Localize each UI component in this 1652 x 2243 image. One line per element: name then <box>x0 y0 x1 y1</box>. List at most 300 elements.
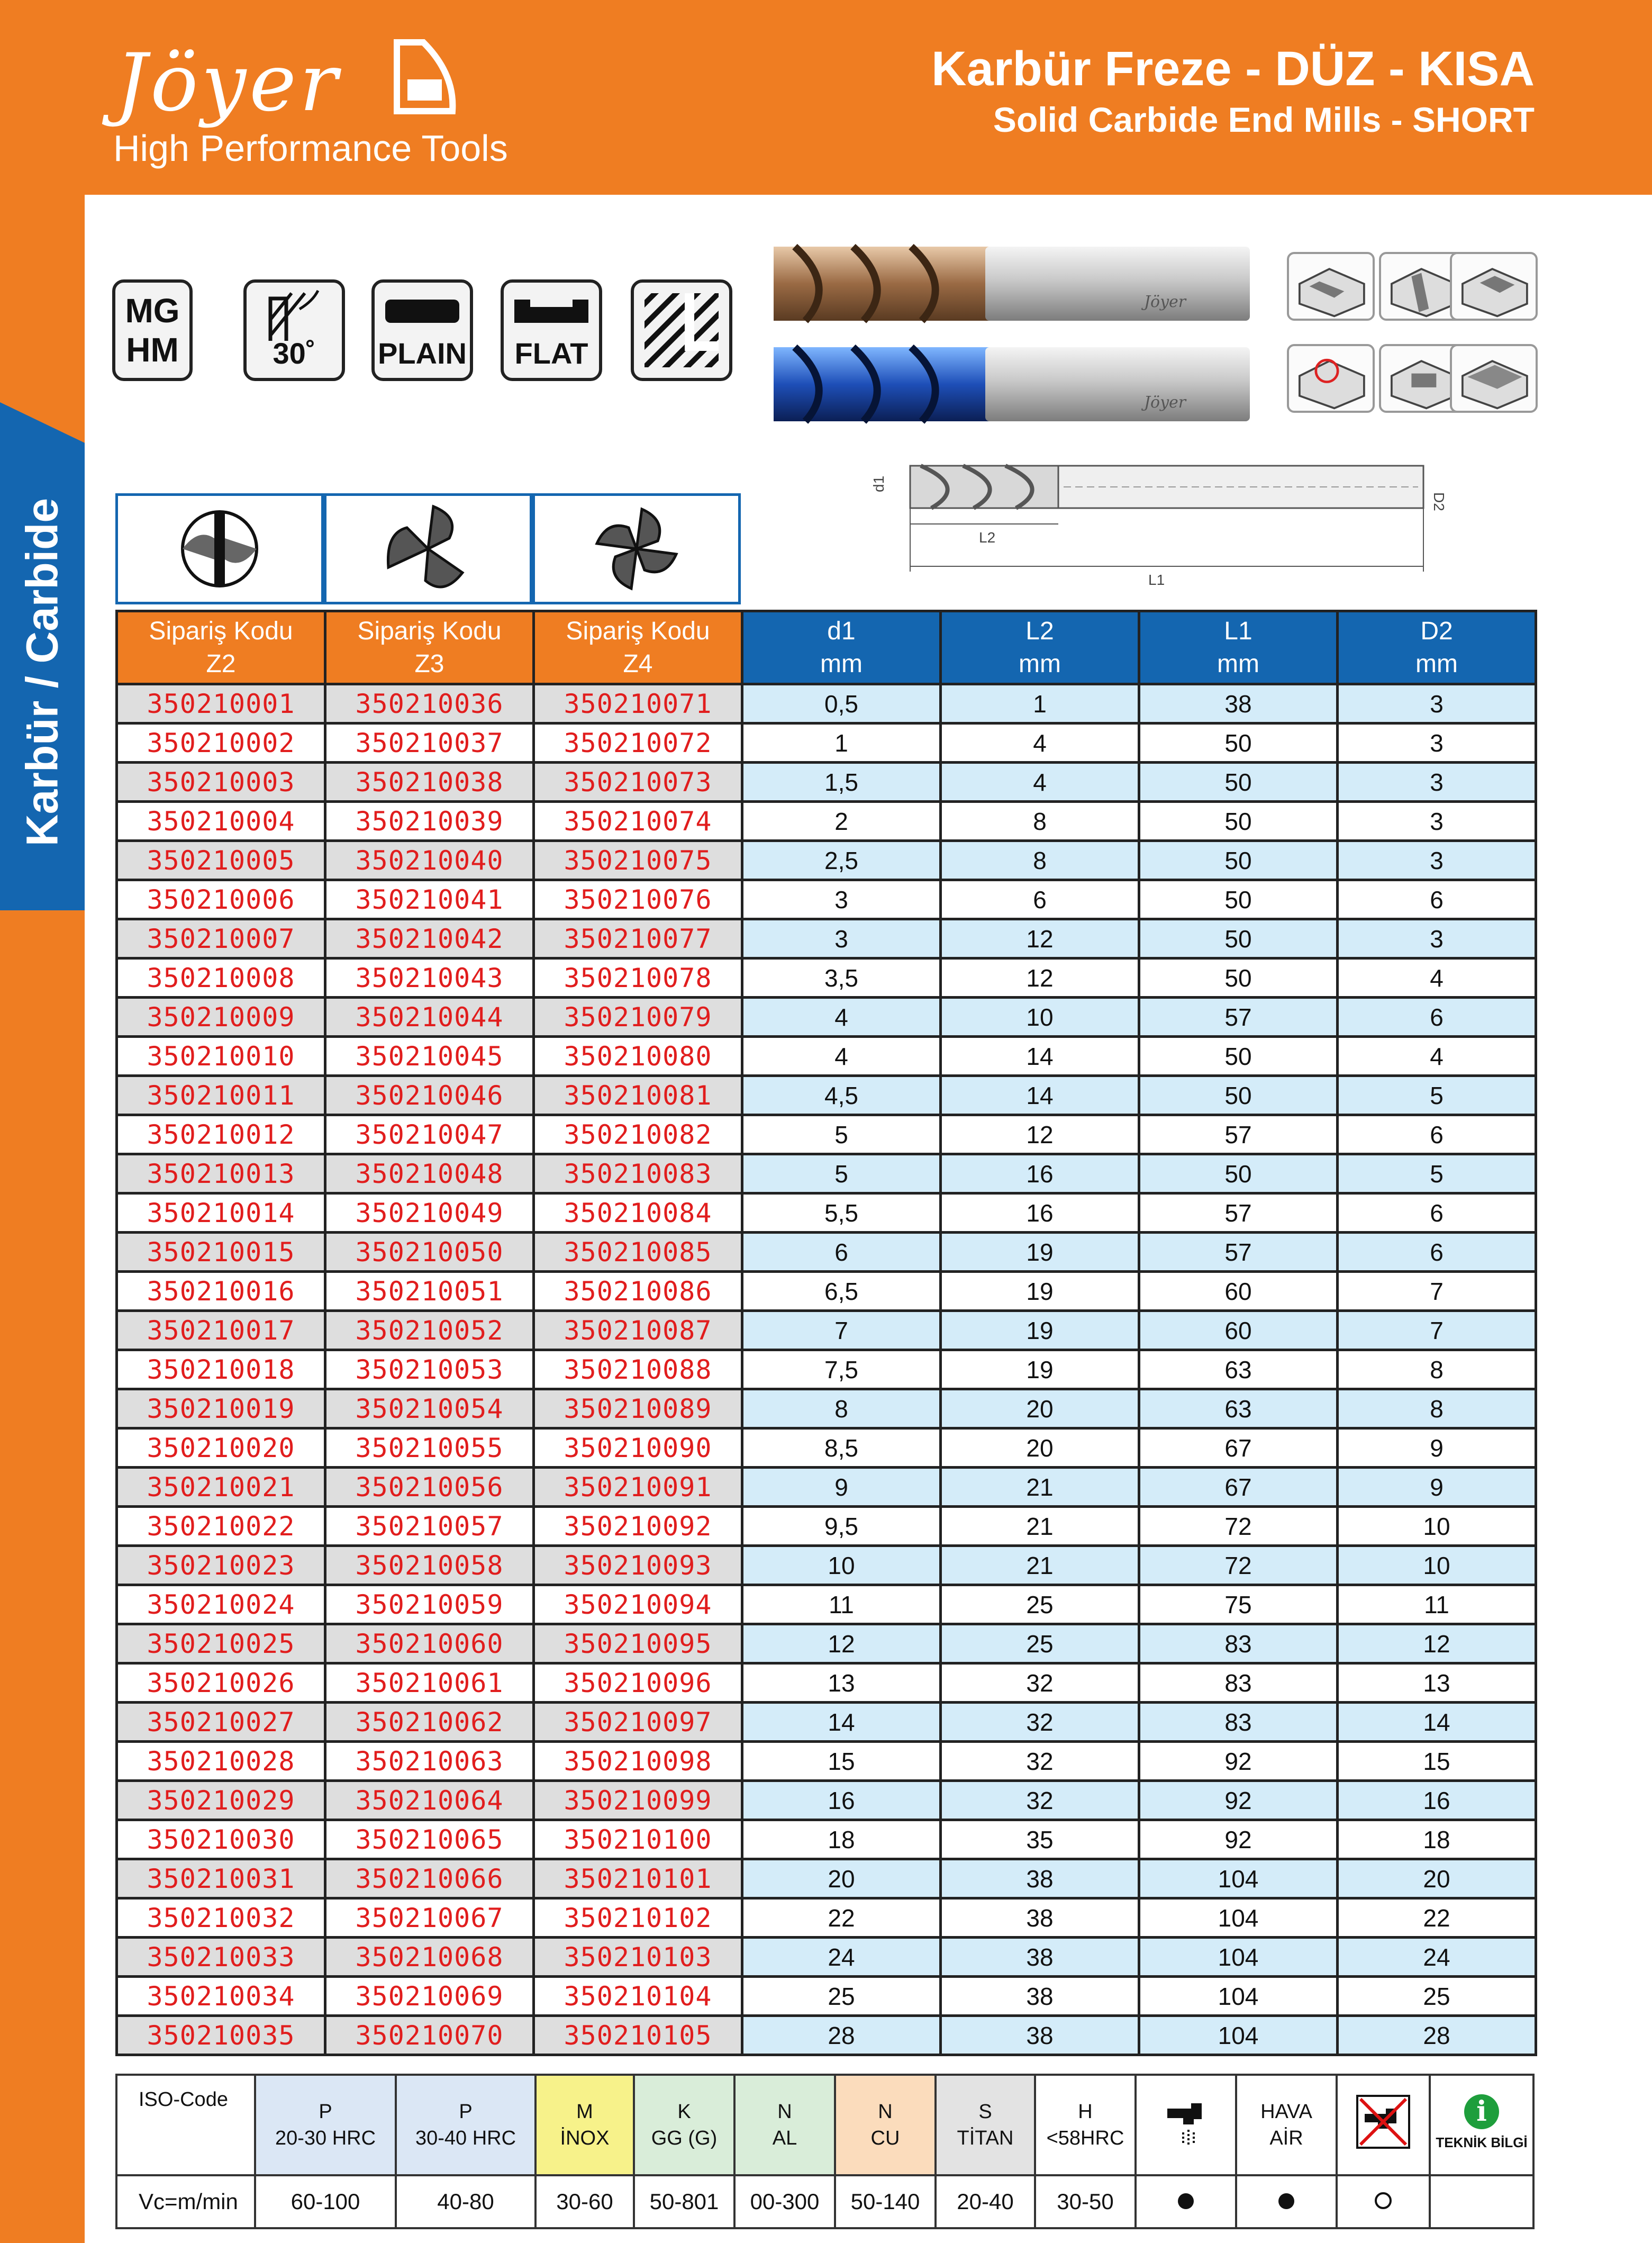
table-row <box>117 1977 1536 2016</box>
l1-cell: 50 <box>1139 1154 1338 1193</box>
iso-material-cell: P 30-40 HRC <box>396 2075 535 2175</box>
iso-code-label: ISO-Code <box>116 2075 255 2175</box>
l2-cell: 21 <box>941 1468 1139 1507</box>
order-code-z4: 350210079 <box>534 998 742 1037</box>
header-l2: L2 mm <box>941 611 1139 684</box>
order-code-z3: 350210050 <box>325 1233 534 1272</box>
table-row <box>117 763 1536 802</box>
vc-value-cell: 30-60 <box>535 2175 634 2228</box>
l1-cell: 50 <box>1139 958 1338 998</box>
d2-cell: 3 <box>1338 763 1536 802</box>
page-header <box>0 0 1652 195</box>
brand-subtitle: High Performance Tools <box>113 128 508 169</box>
l1-cell: 72 <box>1139 1507 1338 1546</box>
order-code-z3: 350210048 <box>325 1154 534 1193</box>
order-code-z4: 350210078 <box>534 958 742 998</box>
order-code-z4: 350210086 <box>534 1272 742 1311</box>
l2-cell: 38 <box>941 1859 1139 1898</box>
table-row <box>117 919 1536 958</box>
table-row <box>117 2016 1536 2055</box>
d2-cell: 6 <box>1338 1233 1536 1272</box>
order-code-z3: 350210044 <box>325 998 534 1037</box>
flute-z2-box <box>115 493 324 604</box>
table-row <box>117 1742 1536 1781</box>
l2-cell: 6 <box>941 880 1139 919</box>
l1-cell: 67 <box>1139 1428 1338 1468</box>
order-code-z2: 350210032 <box>117 1898 325 1938</box>
order-code-z2: 350210022 <box>117 1507 325 1546</box>
header-l1: L1 mm <box>1139 611 1338 684</box>
l2-cell: 12 <box>941 919 1139 958</box>
order-code-z2: 350210024 <box>117 1585 325 1624</box>
order-code-z3: 350210037 <box>325 723 534 763</box>
d2-cell: 4 <box>1338 958 1536 998</box>
table-row <box>117 1428 1536 1468</box>
tool-dimension-drawing <box>863 455 1447 593</box>
order-code-z3: 350210056 <box>325 1468 534 1507</box>
order-code-z4: 350210081 <box>534 1076 742 1115</box>
order-code-z4: 350210080 <box>534 1037 742 1076</box>
brand-mark-icon <box>386 37 460 116</box>
no-coolant-icon <box>1354 2093 1412 2151</box>
d1-cell: 6 <box>742 1233 941 1272</box>
d2-cell: 13 <box>1338 1663 1536 1703</box>
order-code-z2: 350210005 <box>117 841 325 880</box>
d2-cell: 3 <box>1338 802 1536 841</box>
order-code-z2: 350210001 <box>117 684 325 723</box>
vc-value-cell: 00-300 <box>734 2175 835 2228</box>
iso-material-cell: P 20-30 HRC <box>255 2075 396 2175</box>
order-code-z2: 350210014 <box>117 1193 325 1233</box>
order-code-z3: 350210065 <box>325 1820 534 1859</box>
d1-cell: 22 <box>742 1898 941 1938</box>
order-code-z3: 350210063 <box>325 1742 534 1781</box>
d2-cell: 22 <box>1338 1898 1536 1938</box>
order-code-z3: 350210067 <box>325 1898 534 1938</box>
table-row <box>117 1585 1536 1624</box>
l2-cell: 16 <box>941 1154 1139 1193</box>
order-code-z2: 350210019 <box>117 1389 325 1428</box>
l2-cell: 38 <box>941 1938 1139 1977</box>
order-code-z4: 350210071 <box>534 684 742 723</box>
dim-d1-label: d1 <box>870 475 887 492</box>
table-row <box>117 1781 1536 1820</box>
d1-cell: 11 <box>742 1585 941 1624</box>
order-code-z4: 350210093 <box>534 1546 742 1585</box>
l1-cell: 50 <box>1139 763 1338 802</box>
order-code-z3: 350210043 <box>325 958 534 998</box>
flute-z3-box <box>324 493 532 604</box>
d1-cell: 4 <box>742 1037 941 1076</box>
l1-cell: 92 <box>1139 1781 1338 1820</box>
order-code-z2: 350210030 <box>117 1820 325 1859</box>
order-code-z4: 350210091 <box>534 1468 742 1507</box>
d1-cell: 25 <box>742 1977 941 2016</box>
app-helical-icon <box>1287 344 1375 413</box>
l2-cell: 14 <box>941 1037 1139 1076</box>
d1-cell: 12 <box>742 1624 941 1663</box>
vc-value-cell: 30-50 <box>1035 2175 1136 2228</box>
order-code-z3: 350210036 <box>325 684 534 723</box>
d2-cell: 24 <box>1338 1938 1536 1977</box>
app-slot-icon <box>1287 252 1375 321</box>
l2-cell: 10 <box>941 998 1139 1037</box>
l2-cell: 12 <box>941 958 1139 998</box>
material-hm-text: HM <box>126 331 179 369</box>
l1-cell: 92 <box>1139 1820 1338 1859</box>
d1-cell: 2,5 <box>742 841 941 880</box>
d1-cell: 14 <box>742 1703 941 1742</box>
l2-cell: 32 <box>941 1703 1139 1742</box>
order-code-z4: 350210101 <box>534 1859 742 1898</box>
order-code-z3: 350210047 <box>325 1115 534 1154</box>
order-code-z4: 350210099 <box>534 1781 742 1820</box>
d2-cell: 8 <box>1338 1389 1536 1428</box>
order-code-z3: 350210038 <box>325 763 534 802</box>
l2-cell: 32 <box>941 1781 1139 1820</box>
coolant-tap-icon <box>1162 2093 1210 2151</box>
app-surface-icon <box>1450 344 1538 413</box>
order-code-z3: 350210066 <box>325 1859 534 1898</box>
l1-cell: 63 <box>1139 1389 1338 1428</box>
order-code-z2: 350210025 <box>117 1624 325 1663</box>
vc-value-cell: 50-801 <box>634 2175 734 2228</box>
coating-badge <box>631 279 732 381</box>
table-row <box>117 1233 1536 1272</box>
table-row <box>117 1898 1536 1938</box>
d1-cell: 3 <box>742 919 941 958</box>
d2-cell: 20 <box>1338 1859 1536 1898</box>
d2-cell: 5 <box>1338 1076 1536 1115</box>
order-code-z2: 350210033 <box>117 1938 325 1977</box>
l1-cell: 50 <box>1139 841 1338 880</box>
shank-flat-label: FLAT <box>514 337 588 370</box>
l2-cell: 19 <box>941 1272 1139 1311</box>
order-code-z2: 350210021 <box>117 1468 325 1507</box>
order-code-z2: 350210008 <box>117 958 325 998</box>
l2-cell: 38 <box>941 1977 1139 2016</box>
l1-cell: 57 <box>1139 1115 1338 1154</box>
table-header-row <box>117 611 1536 684</box>
order-code-z2: 350210006 <box>117 880 325 919</box>
l1-cell: 104 <box>1139 1898 1338 1938</box>
two-flute-icon <box>118 496 321 602</box>
order-code-z3: 350210041 <box>325 880 534 919</box>
d2-cell: 12 <box>1338 1624 1536 1663</box>
order-code-z2: 350210010 <box>117 1037 325 1076</box>
d1-cell: 2 <box>742 802 941 841</box>
order-code-z4: 350210088 <box>534 1350 742 1389</box>
d1-cell: 3,5 <box>742 958 941 998</box>
iso-material-cell: N CU <box>835 2075 936 2175</box>
d2-cell: 15 <box>1338 1742 1536 1781</box>
order-code-z2: 350210027 <box>117 1703 325 1742</box>
d2-cell: 9 <box>1338 1468 1536 1507</box>
order-code-z4: 350210096 <box>534 1663 742 1703</box>
l2-cell: 38 <box>941 2016 1139 2055</box>
shank-flat-icon <box>509 294 594 331</box>
order-code-z3: 350210042 <box>325 919 534 958</box>
d1-cell: 9 <box>742 1468 941 1507</box>
flute-z4-box <box>532 493 741 604</box>
d1-cell: 0,5 <box>742 684 941 723</box>
four-flute-icon <box>535 496 738 602</box>
d1-cell: 9,5 <box>742 1507 941 1546</box>
l1-cell: 83 <box>1139 1663 1338 1703</box>
order-code-z2: 350210035 <box>117 2016 325 2055</box>
d2-cell: 6 <box>1338 880 1536 919</box>
order-code-z4: 350210090 <box>534 1428 742 1468</box>
technical-info-cell[interactable]: i TEKNİK BİLGİ <box>1430 2075 1533 2175</box>
iso-material-cell: S TİTAN <box>936 2075 1035 2175</box>
table-row <box>117 841 1536 880</box>
order-code-z4: 350210075 <box>534 841 742 880</box>
d1-cell: 20 <box>742 1859 941 1898</box>
page-title-en: Solid Carbide End Mills - SHORT <box>993 100 1535 139</box>
order-code-z4: 350210095 <box>534 1624 742 1663</box>
vc-value-cell: 50-140 <box>835 2175 936 2228</box>
tool-photo-blue <box>774 344 1252 423</box>
order-code-z3: 350210060 <box>325 1624 534 1663</box>
order-code-z3: 350210057 <box>325 1507 534 1546</box>
dry-cell <box>1337 2075 1430 2175</box>
d1-cell: 1 <box>742 723 941 763</box>
material-mg-text: MG <box>125 292 180 330</box>
photo-brand-1: Jöyer <box>1144 293 1186 311</box>
helix-angle-label: 30˚ <box>273 337 316 370</box>
brand-logo: Jöyer <box>115 37 341 129</box>
d2-cell: 5 <box>1338 1154 1536 1193</box>
l1-cell: 50 <box>1139 1037 1338 1076</box>
order-code-z4: 350210074 <box>534 802 742 841</box>
d2-cell: 10 <box>1338 1507 1536 1546</box>
d2-cell: 4 <box>1338 1037 1536 1076</box>
l1-cell: 57 <box>1139 998 1338 1037</box>
order-code-z3: 350210051 <box>325 1272 534 1311</box>
l2-cell: 38 <box>941 1898 1139 1938</box>
d1-cell: 5,5 <box>742 1193 941 1233</box>
order-code-z2: 350210016 <box>117 1272 325 1311</box>
coolant-marker <box>1136 2175 1236 2228</box>
d1-cell: 24 <box>742 1938 941 1977</box>
iso-material-cell: M İNOX <box>535 2075 634 2175</box>
dim-l1-label: L1 <box>1148 572 1165 588</box>
table-row <box>117 1076 1536 1115</box>
d1-cell: 16 <box>742 1781 941 1820</box>
d2-cell: 16 <box>1338 1781 1536 1820</box>
order-code-z4: 350210072 <box>534 723 742 763</box>
category-tab-label: Karbür / Carbide <box>17 498 67 847</box>
order-code-z3: 350210053 <box>325 1350 534 1389</box>
header-z2: Sipariş Kodu Z2 <box>117 611 325 684</box>
d2-cell: 6 <box>1338 1193 1536 1233</box>
d2-cell: 8 <box>1338 1350 1536 1389</box>
order-code-z3: 350210040 <box>325 841 534 880</box>
table-row <box>117 1350 1536 1389</box>
order-code-z3: 350210052 <box>325 1311 534 1350</box>
d2-cell: 10 <box>1338 1546 1536 1585</box>
iso-material-cell: K GG (G) <box>634 2075 734 2175</box>
l1-cell: 60 <box>1139 1272 1338 1311</box>
l2-cell: 32 <box>941 1663 1139 1703</box>
vc-value-cell: 20-40 <box>936 2175 1035 2228</box>
air-cell: HAVA AİR <box>1236 2075 1337 2175</box>
d1-cell: 8,5 <box>742 1428 941 1468</box>
app-pocket-icon <box>1450 252 1538 321</box>
order-code-z2: 350210015 <box>117 1233 325 1272</box>
l2-cell: 12 <box>941 1115 1139 1154</box>
l2-cell: 35 <box>941 1820 1139 1859</box>
l2-cell: 4 <box>941 723 1139 763</box>
table-row <box>117 1546 1536 1585</box>
d2-cell: 7 <box>1338 1272 1536 1311</box>
page-title-tr: Karbür Freze - DÜZ - KISA <box>931 42 1535 96</box>
d1-cell: 18 <box>742 1820 941 1859</box>
order-code-z2: 350210011 <box>117 1076 325 1115</box>
table-row <box>117 1663 1536 1703</box>
order-code-z2: 350210018 <box>117 1350 325 1389</box>
d2-cell: 3 <box>1338 841 1536 880</box>
d1-cell: 1,5 <box>742 763 941 802</box>
order-code-z2: 350210003 <box>117 763 325 802</box>
table-row <box>117 1193 1536 1233</box>
l1-cell: 83 <box>1139 1624 1338 1663</box>
order-code-z4: 350210104 <box>534 1977 742 2016</box>
d1-cell: 28 <box>742 2016 941 2055</box>
order-code-z3: 350210061 <box>325 1663 534 1703</box>
order-code-z4: 350210085 <box>534 1233 742 1272</box>
info-icon[interactable]: i <box>1464 2094 1499 2129</box>
l1-cell: 57 <box>1139 1193 1338 1233</box>
shank-plain-icon <box>380 294 465 331</box>
order-code-z2: 350210031 <box>117 1859 325 1898</box>
d2-cell: 14 <box>1338 1703 1536 1742</box>
l1-cell: 38 <box>1139 684 1338 723</box>
iso-cutting-table <box>115 2074 1535 2229</box>
l1-cell: 83 <box>1139 1703 1338 1742</box>
order-code-z4: 350210077 <box>534 919 742 958</box>
l1-cell: 50 <box>1139 880 1338 919</box>
table-row <box>117 684 1536 723</box>
order-code-z4: 350210105 <box>534 2016 742 2055</box>
order-code-z2: 350210029 <box>117 1781 325 1820</box>
shank-flat-badge <box>501 279 602 381</box>
l1-cell: 72 <box>1139 1546 1338 1585</box>
d1-cell: 5 <box>742 1154 941 1193</box>
l1-cell: 104 <box>1139 1977 1338 2016</box>
helix-angle-badge <box>243 279 345 381</box>
order-code-z4: 350210073 <box>534 763 742 802</box>
order-code-z4: 350210097 <box>534 1703 742 1742</box>
order-code-z3: 350210049 <box>325 1193 534 1233</box>
dim-l2-label: L2 <box>979 529 996 546</box>
order-code-z4: 350210094 <box>534 1585 742 1624</box>
table-row <box>117 1859 1536 1898</box>
iso-code-row <box>116 2075 1533 2175</box>
l2-cell: 19 <box>941 1311 1139 1350</box>
l1-cell: 75 <box>1139 1585 1338 1624</box>
shank-plain-label: PLAIN <box>378 337 467 370</box>
d1-cell: 3 <box>742 880 941 919</box>
dim-d2-label: D2 <box>1431 492 1447 511</box>
d1-cell: 13 <box>742 1663 941 1703</box>
l1-cell: 63 <box>1139 1350 1338 1389</box>
info-marker <box>1430 2175 1533 2228</box>
order-code-z4: 350210084 <box>534 1193 742 1233</box>
vc-label: Vc=m/min <box>116 2175 255 2228</box>
order-code-z2: 350210023 <box>117 1546 325 1585</box>
order-code-z3: 350210069 <box>325 1977 534 2016</box>
header-d1: d1 mm <box>742 611 941 684</box>
l2-cell: 8 <box>941 802 1139 841</box>
d2-cell: 18 <box>1338 1820 1536 1859</box>
l2-cell: 25 <box>941 1585 1139 1624</box>
vc-value-cell: 60-100 <box>255 2175 396 2228</box>
order-code-z3: 350210055 <box>325 1428 534 1468</box>
order-code-z3: 350210046 <box>325 1076 534 1115</box>
table-row <box>117 1272 1536 1311</box>
d1-cell: 6,5 <box>742 1272 941 1311</box>
three-flute-icon <box>326 496 530 602</box>
d1-cell: 4,5 <box>742 1076 941 1115</box>
l2-cell: 4 <box>941 763 1139 802</box>
order-code-z3: 350210058 <box>325 1546 534 1585</box>
d1-cell: 4 <box>742 998 941 1037</box>
order-code-z3: 350210039 <box>325 802 534 841</box>
order-code-z2: 350210004 <box>117 802 325 841</box>
table-row <box>117 1037 1536 1076</box>
order-code-z2: 350210017 <box>117 1311 325 1350</box>
photo-brand-2: Jöyer <box>1144 393 1186 412</box>
table-row <box>117 880 1536 919</box>
table-row <box>117 1938 1536 1977</box>
l2-cell: 16 <box>941 1193 1139 1233</box>
air-marker <box>1236 2175 1337 2228</box>
tool-photo-bronze <box>774 243 1252 323</box>
order-code-z3: 350210062 <box>325 1703 534 1742</box>
d2-cell: 11 <box>1338 1585 1536 1624</box>
table-row <box>117 1115 1536 1154</box>
order-code-z4: 350210087 <box>534 1311 742 1350</box>
table-row <box>117 958 1536 998</box>
order-code-z4: 350210102 <box>534 1898 742 1938</box>
l2-cell: 19 <box>941 1233 1139 1272</box>
product-spec-table <box>115 610 1537 2056</box>
l1-cell: 104 <box>1139 1859 1338 1898</box>
order-code-z2: 350210009 <box>117 998 325 1037</box>
order-code-z2: 350210028 <box>117 1742 325 1781</box>
d2-cell: 6 <box>1338 998 1536 1037</box>
l2-cell: 32 <box>941 1742 1139 1781</box>
l2-cell: 21 <box>941 1546 1139 1585</box>
l1-cell: 104 <box>1139 2016 1338 2055</box>
coolant-cell <box>1136 2075 1236 2175</box>
order-code-z3: 350210064 <box>325 1781 534 1820</box>
d1-cell: 5 <box>742 1115 941 1154</box>
iso-material-cell: H <58HRC <box>1035 2075 1136 2175</box>
d1-cell: 8 <box>742 1389 941 1428</box>
iso-material-cell: N AL <box>734 2075 835 2175</box>
table-row <box>117 802 1536 841</box>
table-row <box>117 998 1536 1037</box>
table-row <box>117 1311 1536 1350</box>
order-code-z4: 350210100 <box>534 1820 742 1859</box>
order-code-z4: 350210082 <box>534 1115 742 1154</box>
order-code-z3: 350210054 <box>325 1389 534 1428</box>
order-code-z2: 350210007 <box>117 919 325 958</box>
d2-cell: 28 <box>1338 2016 1536 2055</box>
table-row <box>117 1154 1536 1193</box>
